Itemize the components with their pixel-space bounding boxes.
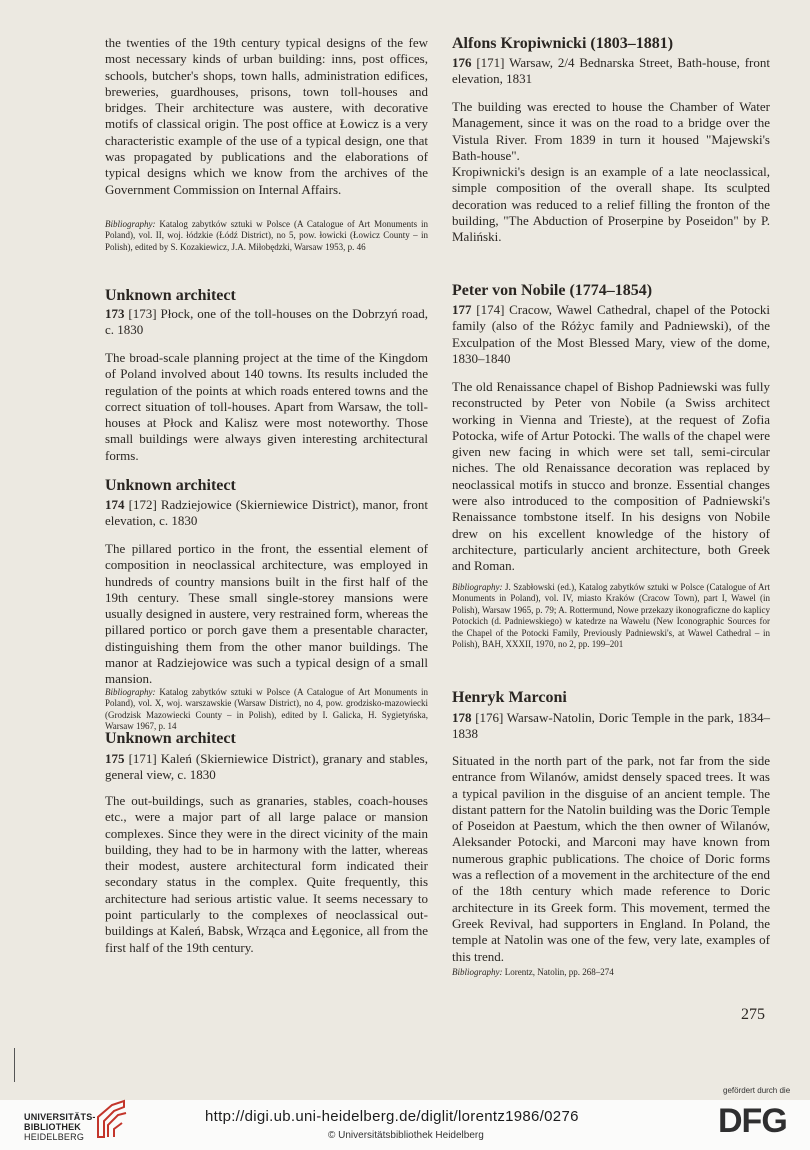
caption-173: 173 [173] Płock, one of the toll-houses on the Dobrzyń road, c. 1830 bbox=[105, 306, 428, 338]
copyright-notice: © Universitätsbibliothek Heidelberg bbox=[328, 1130, 484, 1141]
bibliography-174: Bibliography: Katalog zabytków sztuki w Polsce (A Catalogue of Art Monuments in Poland), vol. X, woj. warszawskie (Warsaw District), no 4, pow. grodzisko-mazowiecki (Grodzisk Mazowiecki County – in Polish), edited by I. Galicka, H. Sygietyńska, Warsaw 1967, p. 14 bbox=[105, 687, 429, 732]
caption-174: 174 [172] Radziejowice (Skierniewice District), manor, front elevation, c. 1830 bbox=[105, 497, 428, 529]
paragraph-173: The broad-scale planning project at the time of the Kingdom of Poland involved about 140 towns. Its results included the regulation of the points at which roads entered towns and the correct situation of toll-houses. Apart from Warsaw, the toll-houses at Płock and Kalisz were most noteworthy. Those small buildings were always given interesting architectural forms. bbox=[105, 350, 428, 463]
bibliography-177: Bibliography: J. Szabłowski (ed.), Katalog zabytków sztuki w Polsce (Catalogue of Art Monuments in Poland), vol. IV, miasto Kraków (Cracow Town), part I, Wawel (in Polish), Warsaw 1965, p. 79; A. Rottermund, Nowe przekazy ikonograficzne do kaplicy Potockich (d. Padniewskiego) w katedrze na Wawelu (New Iconographic Sources for the Chapel of the Potocki Family, Previously Padniewski's, at Wawel Cathedral – in Polish), BAH, XXXII, 1970, no 2, pp. 199–201 bbox=[452, 582, 770, 650]
paragraph-177: The old Renaissance chapel of Bishop Padniewski was fully reconstructed by Peter von Nobile (a Swiss architect working in Vienna and Trieste), at the request of Zofia Potocka, wife of Artur Potocki. The walls of the chapel were given new facing in which were set tall, semi-circular niches. The old Renaissance decoration was replaced by neoclassical motifs in stucco and bronze. Essential changes were also introduced to the composition of Padniewski's Renaissance tombstone itself. In his designs von Nobile drew on his excellent knowledge of the history of architecture, particularly ancient architecture, both Greek and Roman. bbox=[452, 379, 770, 574]
heading-177: Peter von Nobile (1774–1854) bbox=[452, 282, 653, 299]
heading-173: Unknown architect bbox=[105, 287, 236, 304]
library-emblem-icon bbox=[94, 1099, 128, 1139]
caption-175: 175 [171] Kaleń (Skierniewice District), granary and stables, general view, c. 1830 bbox=[105, 751, 428, 783]
paragraph-178: Situated in the north part of the park, not far from the side entrance from Wilanów, amidst densely spaced trees. It was a typical pavilion in the disguise of an ancient temple. The distant pattern for the Natolin building was the Doric Temple of Poseidon at Paestum, which the then owner of Wilanów, Aleksander Potocki, and Marconi may have known from numerous graphic publications. The choice of Doric forms was a reflection of a movement in the architecture of the end of the 18th century which made reference to Doric architecture in its Greek form. This movement, termed the Greek Revival, had supporters in England. In Poland, the temple at Natolin was one of the few, very late, examples of this trend. bbox=[452, 753, 770, 964]
heading-174: Unknown architect bbox=[105, 477, 236, 494]
paragraph-174: The pillared portico in the front, the essential element of composition in neoclassical architecture, was employed in hundreds of country mansions built in the first half of the 19th century. These small single-storey mansions were usually designed in austere, very restrained form, whereas the pillared portico or porch gave them a presentable character, distinguishing them from the other manor buildings. The manor at Radziejowice was such a typical design of a small mansion. bbox=[105, 541, 428, 687]
logo-line-1: UNIVERSITÄTS- bbox=[24, 1112, 96, 1122]
caption-178: 178 [176] Warsaw-Natolin, Doric Temple in the park, 1834–1838 bbox=[452, 710, 771, 742]
paragraph-176b: Kropiwnicki's design is an example of a late neoclassical, simple composition of the overall shape. Its sculpted decoration was reduced to a relief filling the fronton of the building, "The Abduction of Proserpine by Poseidon" by P. Maliński. bbox=[452, 164, 770, 245]
intro-paragraph: the twenties of the 19th century typical designs of the few most necessary kinds of urban building: inns, post offices, schools, butcher's shops, town halls, administration edifices, breweries, guardhouses, prisons, town toll-houses and bridges. Their architecture was austere, with decorative motifs of classical origin. The post office at Łowicz is a very characteristic example of the use of a typical design, one that was propagated by publications and the elaborations of typical designs which we know from the archives of the Government Commission on Internal Affairs. bbox=[105, 35, 428, 197]
logo-line-3: HEIDELBERG bbox=[24, 1132, 85, 1142]
bibliography-172: Bibliography: Katalog zabytków sztuki w Polsce (A Catalogue of Art Monuments in Poland), vol. II, woj. łódzkie (Łódź District), no 5, pow. łowicki (Łowicz County – in Polish), edited by S. Kozakiewicz, J.A. Miłobędzki, Warsaw 1953, p. 46 bbox=[105, 219, 429, 252]
library-logo[interactable] bbox=[10, 1103, 130, 1147]
paragraph-175: The out-buildings, such as granaries, stables, coach-houses etc., were a major part of all large palace or mansion complexes. Since they were in the direct vicinity of the main building, they had to be in harmony with the latter, whereas their modest, austere architectural form indicated their secondary status in the complex. Quite frequently, this architecture had serious artistic value. It seems necessary to point particularly to the complexes of neoclassical out-buildings at Kaleń, Babsk, Wrząca and Łęgonice, all from the first half of the 19th century. bbox=[105, 793, 428, 955]
dfg-logo[interactable]: DFG bbox=[718, 1102, 787, 1140]
caption-176: 176 [171] Warsaw, 2/4 Bednarska Street, Bath-house, front elevation, 1831 bbox=[452, 55, 770, 87]
caption-177: 177 [174] Cracow, Wawel Cathedral, chapel of the Potocki family (also of the Różyc family and Padniewski), of the Exculpation of the Most Blessed Mary, view of the dome, 1830–1840 bbox=[452, 302, 771, 366]
paragraph-176a: The building was erected to house the Chamber of Water Management, since it was on the road to a bridge over the Vistula River. From 1839 in turn it housed "Majewski's Bath-house". bbox=[452, 99, 770, 163]
crop-mark bbox=[14, 1048, 15, 1082]
page-number: 275 bbox=[741, 1006, 765, 1023]
permalink-url[interactable]: http://digi.ub.uni-heidelberg.de/diglit/lorentz1986/0276 bbox=[205, 1108, 579, 1125]
logo-line-2: BIBLIOTHEK bbox=[24, 1122, 81, 1132]
heading-178: Henryk Marconi bbox=[452, 689, 567, 706]
funder-caption: gefördert durch die bbox=[723, 1086, 791, 1095]
footer-bar bbox=[0, 1100, 810, 1150]
heading-175: Unknown architect bbox=[105, 730, 236, 747]
heading-176: Alfons Kropiwnicki (1803–1881) bbox=[452, 35, 674, 52]
bibliography-178: Bibliography: Lorentz, Natolin, pp. 268–274 bbox=[452, 967, 614, 977]
